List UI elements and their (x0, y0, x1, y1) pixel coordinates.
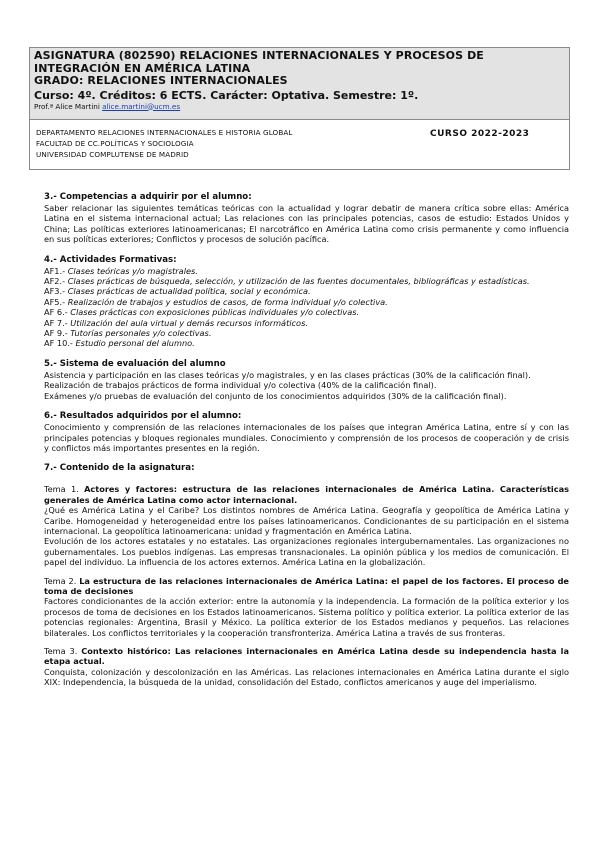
university-name: UNIVERSIDAD COMPLUTENSE DE MADRID (36, 150, 189, 159)
tema-2-heading (44, 576, 569, 597)
tema-paragraph: Conquista, colonización y descolonización en las Américas. Las relaciones internacionales en América Latina durante el siglo XIX: Independencia, la búsqueda de la unidad, consolidación del Estado, conflictos americanos y auge del imperialismo. (44, 666, 569, 688)
academic-year: CURSO 2022-2023 (430, 129, 530, 139)
evaluation-item: Exámenes y/o pruebas de evaluación del conjunto de los conocimientos adquiridos (30% de la calificación final). (44, 390, 507, 401)
list-item (44, 318, 569, 328)
activity-text: Clases teóricas y/o magistrales. (67, 265, 198, 276)
section-competencias-title: 3.- Competencias a adquirir por el alumno: (44, 192, 252, 202)
list-item (44, 307, 569, 317)
activity-text: Estudio personal del alumno. (75, 338, 195, 349)
activity-text: Utilización del aula virtual y demás recursos informáticos. (70, 317, 308, 328)
course-info: Curso: 4º. Créditos: 6 ECTS. Carácter: Optativa. Semestre: 1º. (34, 88, 419, 102)
tema-title: La estructura de las relaciones internacionales de América Latina: el papel de los factores. El proceso de toma de decisiones (44, 575, 569, 596)
tema-label: Tema 3. (44, 646, 82, 656)
section-evaluacion-title: 5.- Sistema de evaluación del alumno (44, 358, 226, 369)
professor-line (34, 102, 565, 112)
department-block (30, 120, 569, 170)
activity-text: Realización de trabajos y estudios de casos, de forma individual y/o colectiva. (67, 296, 388, 307)
professor-email-link[interactable]: alice.martini@ucm.es (102, 101, 181, 111)
activity-code: AF 10.- (44, 338, 76, 349)
activity-code: AF1.- (44, 265, 68, 276)
section-actividades-title: 4.- Actividades Formativas: (44, 254, 177, 265)
list-item (44, 266, 569, 276)
faculty-name: FACULTAD DE CC.POLÍTICAS Y SOCIOLOGIA (36, 139, 194, 148)
section-contenido-title: 7.- Contenido de la asignatura: (44, 463, 195, 474)
activity-text: Clases prácticas de actualidad política, social y económica. (67, 286, 311, 297)
course-header-title-block (30, 48, 569, 120)
tema-label: Tema 2. (44, 575, 80, 586)
list-item (44, 286, 569, 296)
course-title-line-1: ASIGNATURA (802590) RELACIONES INTERNACIONALES Y PROCESOS DE (34, 49, 484, 62)
section-resultados-title: 6.- Resultados adquiridos por el alumno: (44, 411, 242, 422)
course-title-line-2: INTEGRACIÓN EN AMÉRICA LATINA (34, 61, 251, 75)
tema-title: Actores y factores: estructura de las relaciones internacionales de América Latina. Características generales de América Latina como actor internacional. (44, 484, 569, 505)
syllabus-content (44, 192, 569, 688)
activity-text: Clases prácticas de búsqueda, selección, y utilización de las fuentes documentales, bibliográficas y estadísticas. (67, 276, 530, 287)
section-competencias-text: Saber relacionar las siguientes temáticas teóricas con la actualidad y lograr debatir de manera crítica sobre ellas: América Latina en el sistema internacional actual; Las relaciones con las principales potencias, casos de estudio: Estados Unidos y China; Las políticas exteriores latinoamericanas; El narcotráfico en América Latina como crisis permanente y como influencia en sus políticas exteriores; Conflictos y procesos de solución pacífica. (44, 203, 569, 245)
activity-code: AF 7.- (44, 317, 71, 328)
activity-code: AF 9.- (44, 328, 71, 339)
activity-code: AF2.- (44, 276, 68, 287)
list-item (44, 297, 569, 307)
tema-paragraph: Evolución de los actores estatales y no estatales. Las organizaciones regionales intergubernamentales. Las organizaciones no gubernamentales. Los pueblos indígenas. Las empresas transnacionales. La opinión pública y los medios de comunicación. El papel del individuo. La influencia de los actores externos. América Latina en la globalización. (44, 536, 569, 568)
course-header (29, 47, 570, 170)
activity-code: AF5.- (44, 296, 68, 307)
tema-paragraph: Factores condicionantes de la acción exterior: entre la autonomía y la independencia. La formación de la política exterior y los procesos de toma de decisiones en los Estados latinoamericanos. Sistema político y política exterior. La política exterior de las potencias regionales: Argentina, Brasil y México. La política exterior de los Estados medianos y pequeños. Las relaciones bilaterales. Los conflictos territoriales y la cooperación transfronteriza. América Latina a través de sus fronteras. (44, 596, 569, 638)
activity-text: Tutorías personales y/o colectivas. (70, 328, 212, 339)
tema-1-heading (44, 484, 569, 505)
activity-code: AF 6.- (44, 307, 71, 318)
degree-title: GRADO: RELACIONES INTERNACIONALES (34, 74, 288, 87)
activity-text: Clases prácticas con exposiciones públicas individuales y/o colectivas. (70, 307, 360, 318)
list-item (44, 328, 569, 338)
professor-name: Prof.ª Alice Martini (34, 101, 103, 111)
section-resultados-text: Conocimiento y comprensión de las relaciones internacionales de los países que integran América Latina, entre sí y con las principales potencias y bloques regionales mundiales. Conocimiento y comprensión de los procesos de cooperación y de crisis y conflictos más importantes presentes en la región. (44, 422, 569, 453)
tema-title: Contexto histórico: Las relaciones internacionales en América Latina desde su independencia hasta la etapa actual. (44, 646, 569, 667)
tema-paragraph: ¿Qué es América Latina y el Caribe? Los distintos nombres de América Latina. Geografía y geopolítica de América Latina y Caribe. Homogeneidad y heterogeneidad entre los países latinoamericanos. Condicionantes de su participación en el sistema internacional. La geopolítica latinoamericana: unidad y fragmentación en América Latina. (44, 505, 569, 536)
list-item (44, 276, 569, 286)
department-name: DEPARTAMENTO RELACIONES INTERNACIONALES E HISTORIA GLOBAL (36, 128, 293, 137)
tema-3-heading (44, 646, 569, 667)
list-item (44, 338, 569, 348)
evaluation-item: Realización de trabajos prácticos de forma individual y/o colectiva (40% de la calificación final). (44, 380, 437, 391)
tema-label: Tema 1. (44, 484, 85, 495)
evaluation-item: Asistencia y participación en las clases teóricas y/o magistrales, y en las clases prácticas (30% de la calificación final). (44, 369, 531, 380)
activity-code: AF3.- (44, 286, 68, 297)
